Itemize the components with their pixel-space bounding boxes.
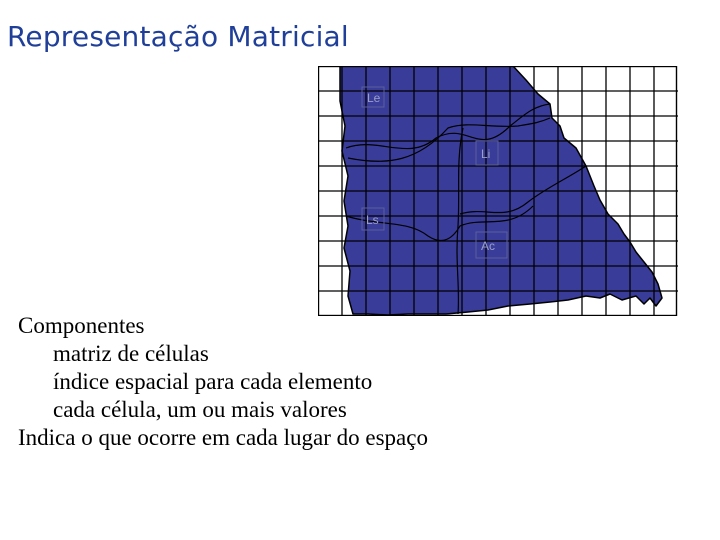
slide-title: Representação Matricial bbox=[7, 20, 349, 53]
bullet-item: cada célula, um ou mais valores bbox=[53, 397, 347, 422]
region-code: Ls bbox=[366, 213, 379, 227]
bullet-item: matriz de células bbox=[53, 341, 209, 366]
region-code: Ac bbox=[481, 239, 496, 253]
raster-grid-map bbox=[318, 66, 678, 316]
region-code: Li bbox=[481, 147, 491, 161]
bullet-item: índice espacial para cada elemento bbox=[53, 369, 373, 394]
region-code: Le bbox=[367, 91, 381, 105]
bullet-item: Indica o que ocorre em cada lugar do espaço bbox=[18, 425, 428, 450]
bullet-list bbox=[18, 312, 428, 452]
bullet-item: Componentes bbox=[18, 313, 145, 338]
